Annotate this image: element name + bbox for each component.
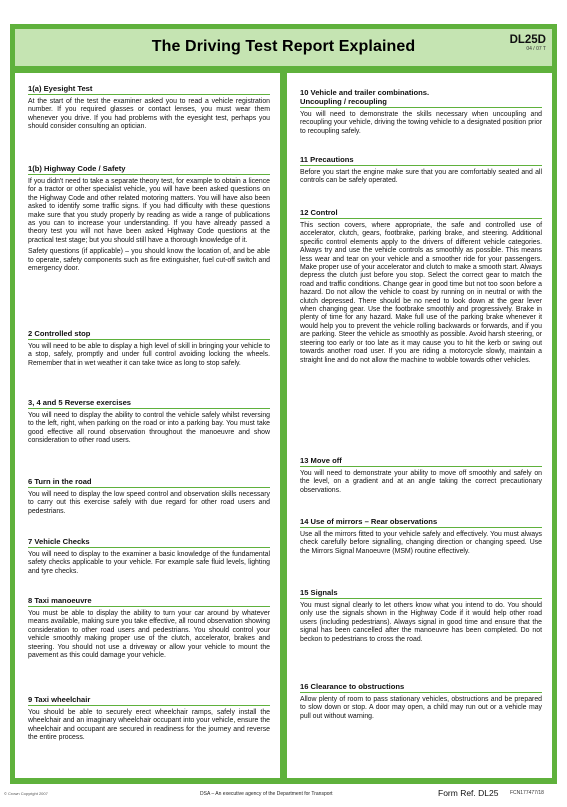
- section-body: [300, 222, 542, 365]
- section-signals: [300, 588, 542, 647]
- section-paragraph: You must signal clearly to let others know what you intend to do. You should only use the signals shown in the Highway Code if it would help other road users (including pedestrians). Always signal in good time and ensure that the signal has been cancelled after the manoeuvre has been completed. Do not beckon to pedestrians to cross the road.: [300, 602, 542, 643]
- section-body: [300, 531, 542, 556]
- right-column: [287, 73, 552, 778]
- section-controlled-stop: [28, 329, 270, 371]
- section-body: [28, 178, 270, 273]
- section-eyesight: [28, 84, 270, 135]
- section-paragraph: You will need to display the ability to control the vehicle safely whilst reversing to the left, right, when parking on the road or into a parking bay. You must take good effective all round observation throughout the manoeuvre and show consideration to other road users.: [28, 412, 270, 445]
- section-heading: 16 Clearance to obstructions: [300, 682, 542, 693]
- section-highway-code: [28, 164, 270, 276]
- section-paragraph: You will need to display the low speed control and observation skills necessary to carry out this exercise safely with due regard for other road users and pedestrians.: [28, 491, 270, 515]
- section-taxi-wheelchair: [28, 695, 270, 746]
- section-paragraph: Safety questions (if applicable) – you should know the location of, and be able to operate, safety components such as fire extinguisher, fuel cut-off switch and emergency door.: [28, 248, 270, 273]
- left-column: [15, 73, 280, 778]
- form-code: DL25D: [509, 34, 546, 46]
- section-paragraph: You should be able to securely erect wheelchair ramps, safely install the wheelchair and an imaginary wheelchair occupant into your vehicle, ensure the wheelchair and occupant are secured in readiness for the journey and reverse the entire process.: [28, 709, 270, 742]
- section-paragraph: Use all the mirrors fitted to your vehicle safely and effectively. You must always check carefully before signalling, changing direction or changing speed. Use the Mirrors Signal Manoeuvre (MSM) routine effectively.: [300, 531, 542, 555]
- form-code-block: [510, 34, 546, 52]
- agency-note: DSA – An executive agency of the Department for Transport: [200, 791, 333, 797]
- section-heading: 11 Precautions: [300, 155, 542, 166]
- section-body: [300, 169, 542, 186]
- section-heading: 1(a) Eyesight Test: [28, 84, 270, 95]
- section-body: [28, 343, 270, 368]
- section-move-off: [300, 456, 542, 498]
- section-heading: 1(b) Highway Code / Safety: [28, 164, 270, 175]
- section-heading-text: 10 Vehicle and trailer combinations.: [300, 88, 430, 97]
- copyright-note: © Crown Copyright 2007: [4, 791, 48, 796]
- section-heading: 13 Move off: [300, 456, 542, 467]
- section-body: [28, 709, 270, 743]
- page-title: The Driving Test Report Explained: [151, 38, 416, 55]
- section-paragraph: Before you start the engine make sure that you are comfortably seated and all controls can be safely operated.: [300, 169, 542, 185]
- section-body: [300, 696, 542, 721]
- section-paragraph: You will need to display to the examiner a basic knowledge of the fundamental safety checks applicable to your vehicle. For example safe fluid levels, lighting and tyre checks.: [28, 551, 270, 575]
- section-heading: 3, 4 and 5 Reverse exercises: [28, 398, 270, 409]
- section-paragraph: If you didn't need to take a separate theory test, for example to obtain a licence for a tractor or other specialist vehicle, you will have been asked questions on the Highway Code and other related motoring matters. You will have also been asked to identify some traffic signs. If you had difficulty with these questions make sure that you study properly by reading as wide a range of publications as you can to increase your understanding. If you have already passed a theory test you will not have been asked Highway Code questions at the practical test stage; but you should still have a thorough knowledge of it.: [28, 178, 270, 244]
- section-heading: 9 Taxi wheelchair: [28, 695, 270, 706]
- section-body: [28, 98, 270, 132]
- section-body: [300, 602, 542, 644]
- section-use-of-mirrors: [300, 517, 542, 559]
- section-paragraph: At the start of the test the examiner asked you to read a vehicle registration number. If you required glasses or contact lenses, you must wear them whenever you drive. If you had problems with the eyesight test, perhaps you should consider consulting an optician.: [28, 98, 270, 131]
- header-bar: [15, 29, 552, 66]
- section-reverse-exercises: [28, 398, 270, 449]
- section-heading: 7 Vehicle Checks: [28, 537, 270, 548]
- footer: [0, 788, 567, 804]
- section-heading: 12 Control: [300, 208, 542, 219]
- section-paragraph: You will need to demonstrate your ability to move off smoothly and safely on the level, on a gradient and at an angle taking the correct precautionary observations.: [300, 470, 542, 494]
- section-paragraph: You will need to be able to display a high level of skill in bringing your vehicle to a stop, safely, promptly and under full control avoiding locking the wheels. Remember that in wet weather it can take twice as long to stop safely.: [28, 343, 270, 367]
- section-paragraph: This section covers, where appropriate, the safe and controlled use of accelerator, clutch, gears, footbrake, parking brake, and steering. Additional specific control elements apply to the drivers of different vehicle categories. Always try and use the vehicle controls as smoothly as possible. This means less wear and tear on your vehicle and a smoother ride for your passengers. Make proper use of your accelerator and clutch to make a smooth start. Always depress the clutch just before you stop. Select the correct gear to match the road and traffic conditions. Change gear in good time but not too soon before a hazard. Do not allow the vehicle to coast by running on in neutral or with the clutch depressed. There should be no need to look down at the gear lever when changing gear. Use the footbrake smoothly and progressively. Brake in plenty of time for any hazard. Make full use of the parking brake whenever it would help you to prevent the vehicle rolling backwards or forwards, and if you are parking. Steer the vehicle as smoothly as possible. Avoid harsh steering, or steering too early or too late as it may cause you to hit the kerb or swing out towards another road user. If you are riding a motorcycle slowly, maintain a straight line and do not allow the machine to wobble towards other vehicles.: [300, 222, 542, 364]
- section-clearance: [300, 682, 542, 724]
- fcn-reference: FCN177477/18: [510, 790, 544, 796]
- section-body: [300, 111, 542, 136]
- section-paragraph: You will need to demonstrate the skills necessary when uncoupling and recoupling your vehicle, driving the towing vehicle to a designated position prior to recoupling safely.: [300, 111, 542, 135]
- section-body: [28, 551, 270, 576]
- section-heading: 15 Signals: [300, 588, 542, 599]
- section-vehicle-checks: [28, 537, 270, 579]
- section-body: [28, 412, 270, 446]
- section-heading: 14 Use of mirrors – Rear observations: [300, 517, 542, 528]
- section-trailer-combinations: [300, 88, 542, 139]
- section-body: [28, 491, 270, 516]
- form-reference: Form Ref. DL25: [438, 788, 499, 798]
- section-heading: 2 Controlled stop: [28, 329, 270, 340]
- section-subheading: Uncoupling / recoupling: [300, 97, 387, 106]
- section-paragraph: Allow plenty of room to pass stationary vehicles, obstructions and be prepared to slow down or stop. A door may open, a child may run out or a vehicle may pull out without warning.: [300, 696, 542, 720]
- section-heading: [300, 88, 542, 108]
- section-heading: 6 Turn in the road: [28, 477, 270, 488]
- section-turn-in-road: [28, 477, 270, 519]
- form-code-date: 04 / 07 T: [526, 46, 546, 52]
- section-control: [300, 208, 542, 368]
- section-body: [300, 470, 542, 495]
- section-taxi-manoeuvre: [28, 596, 270, 663]
- section-heading: 8 Taxi manoeuvre: [28, 596, 270, 607]
- section-body: [28, 610, 270, 660]
- section-precautions: [300, 155, 542, 189]
- section-paragraph: You must be able to display the ability to turn your car around by whatever means available, making sure you take effective, all round observation showing consideration to other road users and pedestrians. You should control your vehicle smoothly making proper use of the clutch, accelerator, brakes and steering. You should not use a driveway or allow your vehicle to mount the pavement as this could damage your vehicle.: [28, 610, 270, 660]
